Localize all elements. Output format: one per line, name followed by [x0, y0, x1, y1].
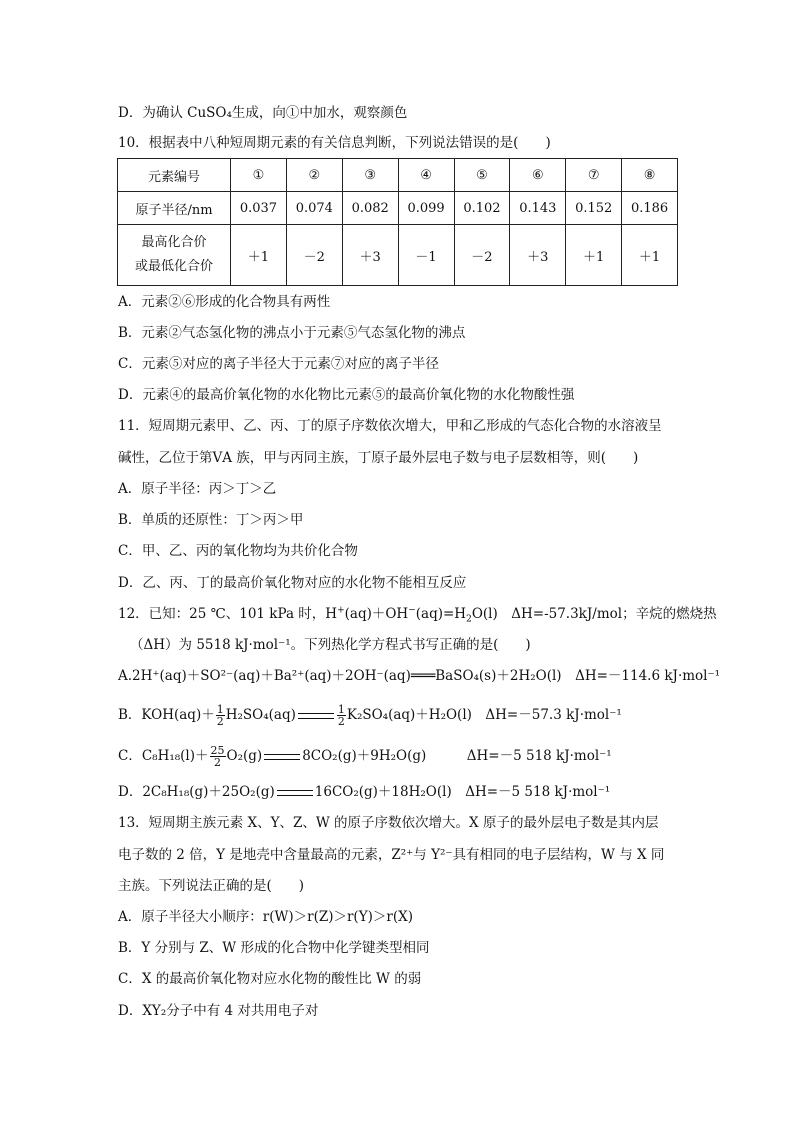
id-cell: ⑦ [566, 159, 622, 192]
equals-sign [277, 790, 313, 796]
q12-b-part: K₂SO₄(aq)＋H₂O(l) ΔH=－57.3 kJ·mol⁻¹ [346, 707, 622, 723]
q12-stem-part: (aq)＋OH [344, 606, 409, 622]
q12-option-b [118, 704, 622, 727]
equals-sign [264, 754, 300, 760]
fraction-denominator: 2 [214, 756, 222, 769]
row-label-valence-line1: 最高化合价 [141, 235, 207, 250]
radius-cell: 0.152 [566, 192, 622, 225]
radius-cell: 0.143 [510, 192, 566, 225]
id-cell: ③ [342, 159, 398, 192]
valence-cell: ＋3 [510, 225, 566, 286]
q12-stem-line2: （ΔH）为 5518 kJ·mol⁻¹。下列热化学方程式书写正确的是( ) [130, 637, 531, 653]
q13-stem-line1: 13．短周期主族元素 X、Y、Z、W 的原子序数依次增大。X 原子的最外层电子数是其内层 [118, 815, 659, 831]
fraction-half [337, 704, 346, 727]
row-label-id: 元素编号 [118, 159, 231, 192]
q12-stem-line1: 12．已知：25 ℃、101 kPa 时，$H^+(aq)+OH^-(aq)=H_2O(l)$ ΔH=-57.3kJ/mol；辛烷的燃烧热 [118, 605, 717, 625]
fraction-numerator: 25 [210, 744, 225, 757]
valence-cell: －2 [454, 225, 510, 286]
q11-stem-line2: 碱性，乙位于第ⅤA 族，甲与丙同主族，丁原子最外层电子数与电子层数相等，则( ) [118, 450, 639, 466]
q11-option-d: D．乙、丙、丁的最高价氧化物对应的水化物不能相互反应 [118, 575, 467, 591]
q11-option-b: B．单质的还原性：丁＞丙＞甲 [118, 512, 304, 528]
q13-option-a: A．原子半径大小顺序：r(W)＞r(Z)＞r(Y)＞r(X) [118, 909, 413, 925]
q11-option-c: C．甲、乙、丙的氧化物均为共价化合物 [118, 543, 358, 559]
table-row [118, 225, 678, 286]
q10-stem: 10．根据表中八种短周期元素的有关信息判断，下列说法错误的是( ) [118, 135, 551, 151]
q11-option-a: A．原子半径：丙＞丁＞乙 [118, 481, 277, 497]
q12-option-c [118, 745, 612, 768]
q12-d-part: 16CO₂(g)＋18H₂O(l) ΔH=－5 518 kJ·mol⁻¹ [314, 784, 611, 800]
q10-option-a: A．元素②⑥形成的化合物具有两性 [118, 294, 331, 310]
radius-cell: 0.074 [286, 192, 342, 225]
q13-stem-line2: 电子数的 2 倍，Y 是地壳中含量最高的元素，Z²⁺与 Y²⁻具有相同的电子层结构，W 与 X 同 [118, 847, 665, 863]
q12-option-a: A.2H⁺(aq)＋SO²⁻(aq)＋Ba²⁺(aq)＋2OH⁻(aq)═══BaSO₄(s)＋2H₂O(l) ΔH=－114.6 kJ·mol⁻¹ [118, 668, 721, 684]
row-label-valence [118, 225, 231, 286]
radius-cell: 0.186 [622, 192, 678, 225]
fraction-denominator: 2 [216, 715, 224, 728]
q10-option-b: B．元素②气态氢化物的沸点小于元素⑤气态氢化物的沸点 [118, 325, 466, 341]
radius-cell: 0.082 [342, 192, 398, 225]
q10-element-table [117, 158, 678, 286]
valence-cell: －1 [398, 225, 454, 286]
valence-cell: ＋3 [342, 225, 398, 286]
q10-option-c: C．元素⑤对应的离子半径大于元素⑦对应的离子半径 [118, 356, 439, 372]
row-label-valence-line2: 或最低化合价 [134, 259, 213, 274]
q12-option-d [118, 782, 610, 802]
table-row [118, 159, 678, 192]
q13-stem-line3: 主族。下列说法正确的是( ) [118, 878, 305, 894]
q12-c-part: C．C₈H₁₈(l)＋ [118, 748, 209, 764]
fraction-denominator: 2 [337, 715, 345, 728]
q13-option-d: D．XY₂分子中有 4 对共用电子对 [118, 1003, 319, 1019]
q13-option-c: C．X 的最高价氧化物对应水化物的酸性比 W 的弱 [118, 971, 422, 987]
equals-sign [298, 713, 334, 719]
q11-stem-line1: 11．短周期元素甲、乙、丙、丁的原子序数依次增大，甲和乙形成的气态化合物的水溶液呈 [118, 418, 662, 434]
id-cell: ④ [398, 159, 454, 192]
q12-c-part: 8CO₂(g)＋9H₂O(g) ΔH=－5 518 kJ·mol⁻¹ [302, 748, 612, 764]
radius-cell: 0.102 [454, 192, 510, 225]
fraction-numerator: 1 [216, 703, 224, 716]
fraction-half [216, 704, 225, 727]
table-row [118, 192, 678, 225]
valence-cell: ＋1 [231, 225, 287, 286]
id-cell: ⑧ [622, 159, 678, 192]
q9-option-d: D．为确认 CuSO₄生成，向①中加水，观察颜色 [118, 105, 408, 121]
q12-b-part: H₂SO₄(aq) [225, 707, 296, 723]
fraction-25-over-2 [210, 745, 226, 768]
radius-cell: 0.037 [231, 192, 287, 225]
valence-cell: ＋1 [622, 225, 678, 286]
q12-b-part: B．KOH(aq)＋ [118, 707, 215, 723]
q12-stem-part: 12．已知：25 ℃、101 kPa 时，H [118, 606, 338, 622]
id-cell: ① [231, 159, 287, 192]
id-cell: ⑥ [510, 159, 566, 192]
id-cell: ⑤ [454, 159, 510, 192]
q12-d-part: D．2C₈H₁₈(g)＋25O₂(g) [118, 784, 275, 800]
q10-option-d: D．元素④的最高价氧化物的水化物比元素⑤的最高价氧化物的水化物酸性强 [118, 387, 575, 403]
q12-stem-part: (aq)=H [415, 606, 467, 622]
q12-stem-part: O(l) ΔH=-57.3kJ/mol；辛烷的燃烧热 [471, 606, 717, 622]
id-cell: ② [286, 159, 342, 192]
valence-cell: ＋1 [566, 225, 622, 286]
q13-option-b: B．Y 分别与 Z、W 形成的化合物中化学键类型相同 [118, 940, 430, 956]
radius-cell: 0.099 [398, 192, 454, 225]
fraction-numerator: 1 [337, 703, 345, 716]
valence-cell: －2 [286, 225, 342, 286]
row-label-radius: 原子半径/nm [118, 192, 231, 225]
q12-c-part: O₂(g) [226, 748, 263, 764]
